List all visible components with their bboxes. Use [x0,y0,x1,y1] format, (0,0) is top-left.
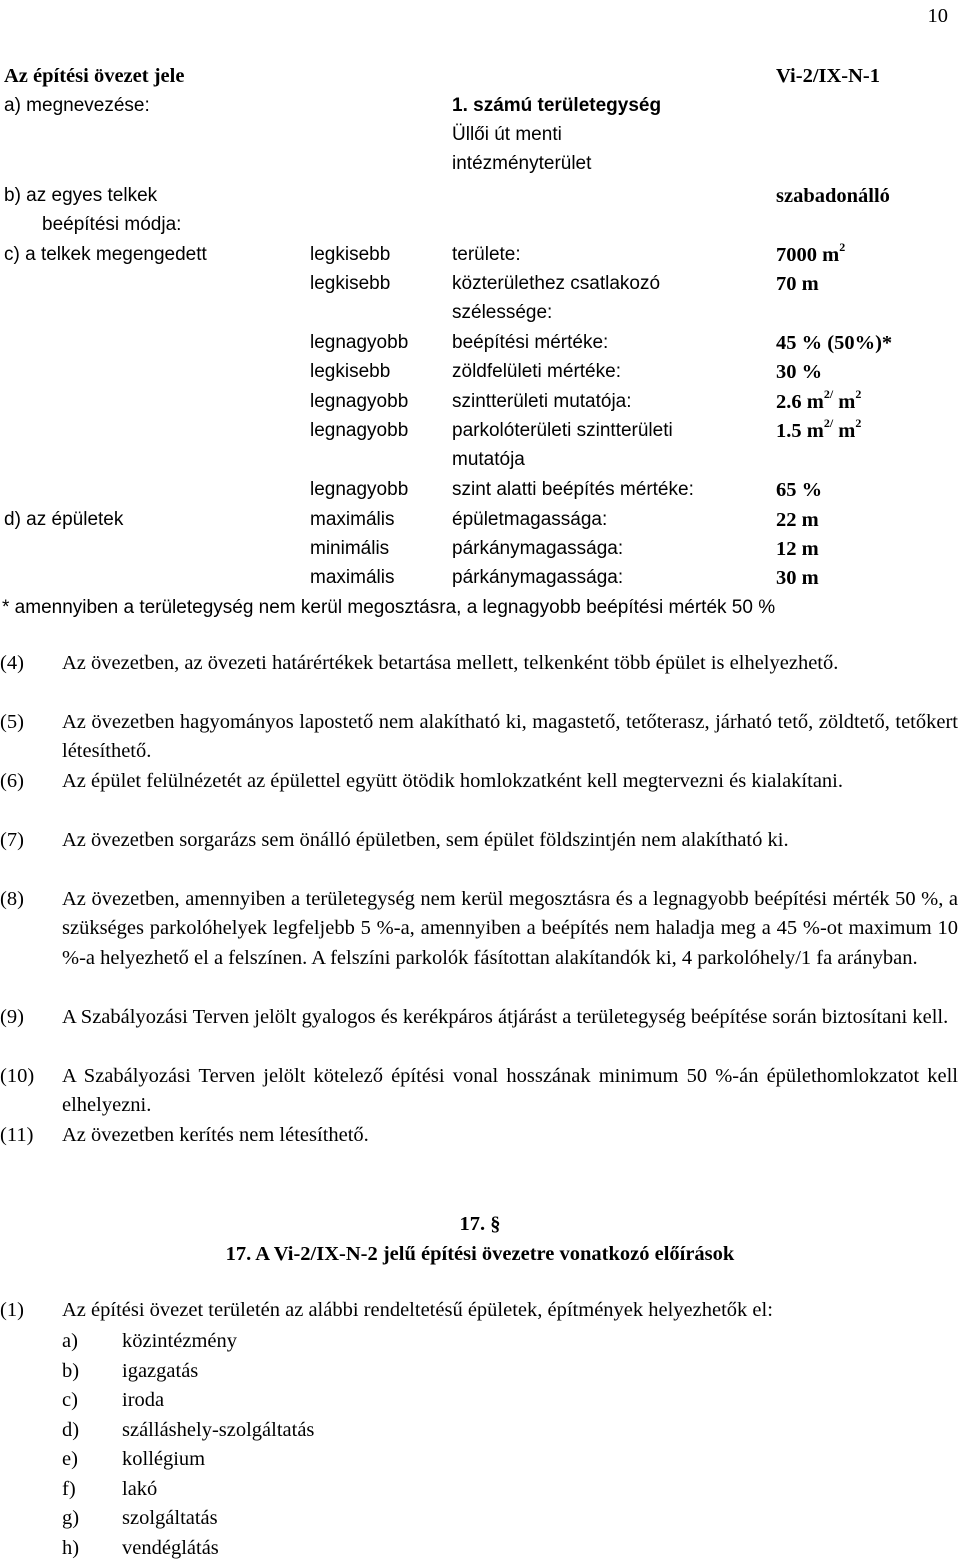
param-name: szintterületi mutatója: [452,391,632,412]
param-qualifier: maximális [310,509,395,530]
param-qualifier: legkisebb [310,273,391,294]
param-qualifier: legkisebb [310,361,391,382]
list-item: d) szálláshely-szolgáltatás [62,1419,315,1441]
param-qualifier: legnagyobb [310,391,409,412]
paragraph-number: (11) [0,1124,34,1146]
param-name: párkánymagassága: [452,538,624,559]
param-qualifier: minimális [310,538,390,559]
paragraph-text: Az övezetben hagyományos lapostető nem alakítható ki, magastető, tetőterasz, járható tető, zöldtető, tetőkert létesíthető. [62,711,958,763]
param-name: közterülethez csatlakozó [452,273,661,294]
param-qualifier: legkisebb [310,244,391,265]
zone-code: Vi-2/IX-N-1 [776,65,881,87]
section-paragraph [0,1298,958,1322]
paragraph-number: (1) [0,1299,24,1321]
param-name: párkánymagassága: [452,567,624,588]
param-name: épületmagassága: [452,509,608,530]
zone-label: Az építési övezet jele [4,65,185,87]
list-item: f) lakó [62,1478,158,1500]
paragraph [0,885,958,973]
paragraph-text: A Szabályozási Terven jelölt gyalogos és kerékpáros átjárást a területegység beépítése során biztosítani kell. [62,1006,949,1028]
page-number: 10 [927,5,948,27]
param-value: 45 % (50%)* [776,332,893,354]
param-value: 30 m [776,567,819,589]
param-value: 1.5 $m^{2/}$ $m^2$ [776,416,862,442]
param-name: parkolóterületi szintterületi [452,420,673,441]
param-value: 12 m [776,538,819,560]
zone-b-label-2: beépítési módja: [42,214,182,235]
paragraph [0,1062,958,1121]
list-item: b) igazgatás [62,1360,199,1382]
param-value: 22 m [776,509,819,531]
paragraph-text: A Szabályozási Terven jelölt kötelező építési vonal hosszának minimum 50 %-án épülethomlokzatot kell elhelyezni. [62,1065,958,1117]
param-value: 7000 $m^2$ [776,240,846,266]
param-qualifier: maximális [310,567,395,588]
paragraph [0,767,958,796]
param-qualifier: legnagyobb [310,420,409,441]
list-item: h) vendéglátás [62,1537,219,1559]
paragraph-text: Az övezetben, az övezeti határértékek betartása mellett, telkenként több épület is elhelyezhető. [62,652,839,674]
footnote: * amennyiben a területegység nem kerül megosztásra, a legnagyobb beépítési mérték 50 % [2,597,776,618]
paragraph-text: Az övezetben kerítés nem létesíthető. [62,1124,369,1146]
paragraph [0,708,958,767]
paragraph [0,826,958,855]
param-name: területe: [452,244,521,265]
param-value: 70 m [776,273,819,295]
zone-a-label: a) megnevezése: [4,95,150,116]
param-value: 2.6 $m^{2/}$ $m^2$ [776,387,862,413]
paragraph-number: (8) [0,888,24,910]
param-name-cont: szélessége: [452,302,553,323]
zone-b-value: szabadonálló [776,185,890,207]
paragraph-text: Az építési övezet területén az alábbi rendeltetésű épületek, építmények helyezhetők el: [62,1299,773,1321]
param-qualifier: legnagyobb [310,332,409,353]
param-name: beépítési mértéke: [452,332,609,353]
paragraph-text: Az épület felülnézetét az épülettel együtt ötödik homlokzatként kell megtervezni és kialakítani. [62,770,843,792]
paragraph-text: Az övezetben, amennyiben a területegység nem kerül megosztásra és a legnagyobb beépítési mérték 50 %, a szükséges parkolóhelyek legfeljebb 5 %-a, amennyiben a beépítés nem haladja meg a 45 %-ot maximum 10 %-a helyezhető el a felszínen. A felszíni parkolók fásítottan alakítandók ki, 4 parkolóhely/1 fa arányban. [62,888,958,969]
list-item: g) szolgáltatás [62,1507,218,1529]
zone-a-value-3: intézményterület [452,153,592,174]
list-item: a) közintézmény [62,1330,237,1352]
list-item: e) kollégium [62,1448,206,1470]
param-name: zöldfelületi mértéke: [452,361,621,382]
zone-d-label: d) az épületek [4,509,124,530]
section-title: 17. A Vi-2/IX-N-2 jelű építési övezetre vonatkozó előírások [225,1243,735,1265]
paragraph-text: Az övezetben sorgarázs sem önálló épületben, sem épület földszintjén nem alakítható ki. [62,829,789,851]
paragraph [0,1121,958,1150]
paragraph-number: (4) [0,652,24,674]
list-item: c) iroda [62,1389,165,1411]
paragraph-number: (6) [0,770,24,792]
param-name-cont: mutatója [452,449,525,470]
paragraph [0,649,958,678]
paragraph-number: (10) [0,1065,35,1087]
param-value: 65 % [776,479,823,501]
paragraph-number: (7) [0,829,24,851]
zone-b-label-1: b) az egyes telkek [4,185,158,206]
zone-a-value-1: 1. számú területegység [452,95,662,116]
param-name: szint alatti beépítés mértéke: [452,479,694,500]
zone-a-value-2: Üllői út menti [452,124,562,145]
paragraph-number: (9) [0,1006,24,1028]
param-qualifier: legnagyobb [310,479,409,500]
section-number: 17. § [459,1213,501,1235]
zone-c-label: c) a telkek megengedett [4,244,207,265]
param-value: 30 % [776,361,823,383]
paragraph-number: (5) [0,711,24,733]
paragraph [0,1003,958,1032]
